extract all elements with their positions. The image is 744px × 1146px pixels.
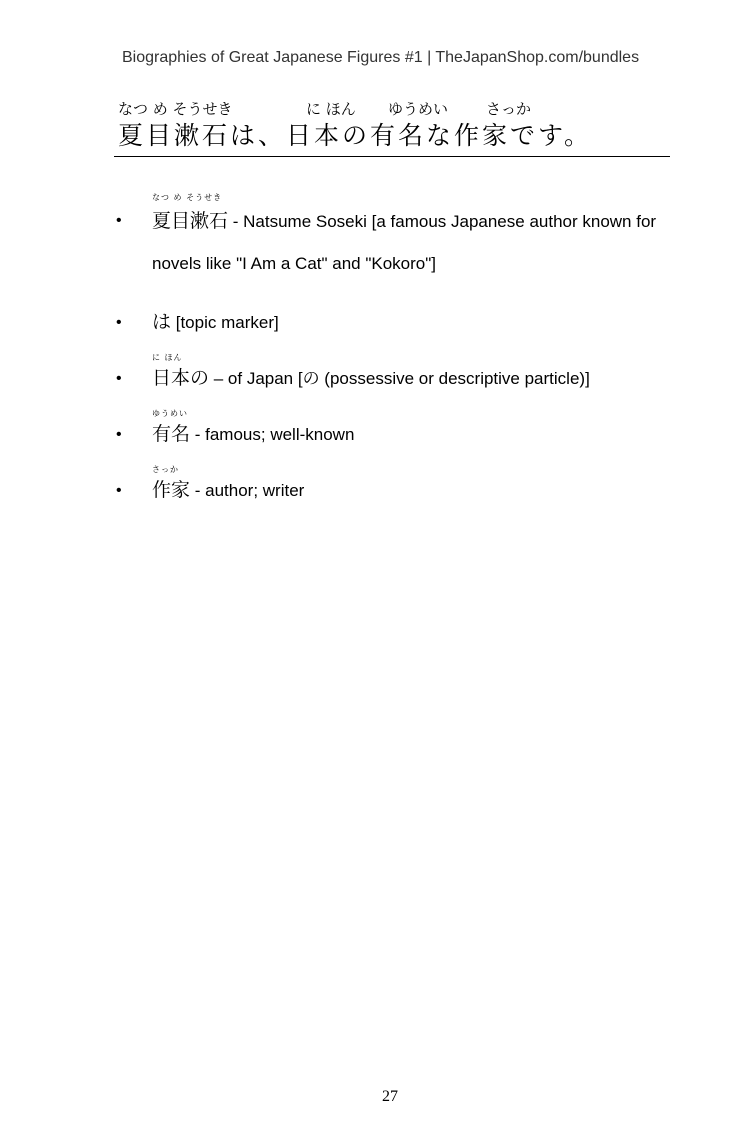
- vocab-list: [112, 193, 682, 509]
- vocab-word: ゆうめい 有名: [152, 409, 191, 445]
- japanese-sentence: 夏目漱石は、日本の有名な作家です。: [118, 121, 593, 150]
- bullet-icon: •: [116, 426, 122, 443]
- furigana-natsumesoseki: なつ め そうせき: [118, 100, 233, 118]
- vocab-ruby: に ほん: [152, 353, 183, 362]
- bullet-icon: •: [116, 370, 122, 387]
- vocab-item: [112, 193, 682, 285]
- running-header: Biographies of Great Japanese Figures #1 | TheJapanShop.com/bundles: [122, 49, 640, 66]
- vocab-item: [112, 304, 682, 341]
- vocab-gloss: - author; writer: [190, 481, 305, 500]
- vocab-item: [112, 409, 682, 453]
- vocab-ruby: なつ め そうせき: [152, 193, 223, 202]
- vocab-ruby: さっか: [152, 465, 179, 474]
- furigana-line: [118, 94, 670, 118]
- vocab-item: [112, 465, 682, 509]
- vocab-gloss: - Natsume Soseki [a famous Japanese author known for novels like "I Am a Cat" and "Kokoro"]: [152, 212, 657, 273]
- vocab-gloss: – of Japan [の (possessive or descriptive particle)]: [209, 369, 590, 388]
- bullet-icon: •: [116, 212, 122, 229]
- vocab-word: に ほん 日本の: [152, 353, 210, 389]
- furigana-nihon: に ほん: [306, 100, 356, 118]
- bullet-icon: •: [116, 482, 122, 499]
- bullet-icon: •: [116, 314, 122, 331]
- vocab-gloss: [topic marker]: [171, 313, 279, 332]
- vocab-gloss: - famous; well-known: [190, 425, 355, 444]
- vocab-word: は: [152, 311, 172, 333]
- example-sentence-block: [118, 94, 670, 154]
- divider: [114, 156, 670, 157]
- vocab-ruby: ゆうめい: [152, 409, 188, 418]
- vocab-word: さっか 作家: [152, 465, 191, 501]
- page-number: 27: [382, 1088, 398, 1105]
- furigana-yuumei: ゆうめい: [388, 100, 449, 118]
- furigana-sakka: さっか: [486, 100, 532, 118]
- vocab-word: なつ め そうせき 夏目漱石: [152, 193, 229, 232]
- vocab-item: [112, 353, 682, 397]
